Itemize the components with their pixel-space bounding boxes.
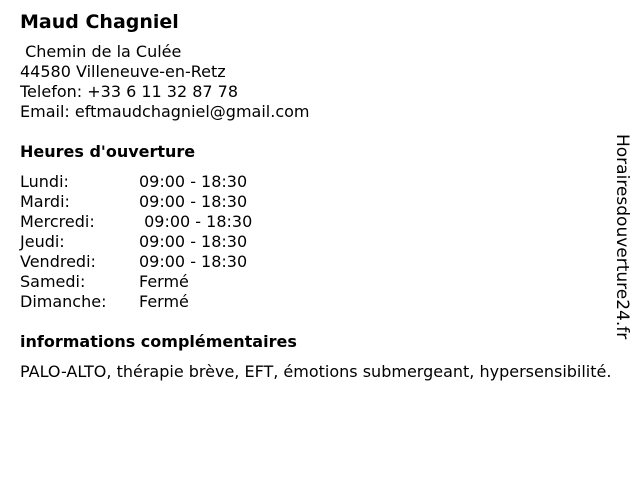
hours-row	[20, 212, 620, 232]
hours-day: Mardi:	[20, 192, 70, 211]
info-text: PALO-ALTO, thérapie brève, EFT, émotions submergeant, hypersensibilité.	[20, 362, 612, 381]
address-block	[20, 42, 620, 122]
hours-time: 09:00 - 18:30	[139, 212, 253, 231]
hours-row	[20, 192, 620, 212]
hours-time: 09:00 - 18:30	[139, 232, 248, 251]
street-address: Chemin de la Culée	[20, 42, 182, 61]
info-title: informations complémentaires	[20, 332, 297, 351]
site-watermark: Horairesdouverture24.fr	[612, 134, 632, 340]
hours-day: Mercredi:	[20, 212, 95, 231]
hours-day: Vendredi:	[20, 252, 96, 271]
hours-day: Samedi:	[20, 272, 86, 291]
hours-time: 09:00 - 18:30	[139, 172, 248, 191]
hours-row	[20, 292, 620, 312]
hours-table	[20, 172, 620, 312]
hours-day: Dimanche:	[20, 292, 107, 311]
hours-day: Jeudi:	[20, 232, 65, 251]
hours-row	[20, 252, 620, 272]
phone-number: Telefon: +33 6 11 32 87 78	[20, 82, 239, 101]
hours-time: Fermé	[139, 272, 189, 291]
hours-row	[20, 232, 620, 252]
hours-day: Lundi:	[20, 172, 69, 191]
hours-time: 09:00 - 18:30	[139, 192, 248, 211]
hours-time: Fermé	[139, 292, 189, 311]
business-card	[20, 10, 620, 382]
hours-row	[20, 172, 620, 192]
city-address: 44580 Villeneuve-en-Retz	[20, 62, 226, 81]
hours-time: 09:00 - 18:30	[139, 252, 248, 271]
hours-title: Heures d'ouverture	[20, 142, 196, 161]
hours-row	[20, 272, 620, 292]
email-address: Email: eftmaudchagniel@gmail.com	[20, 102, 310, 121]
business-name: Maud Chagniel	[20, 11, 179, 33]
